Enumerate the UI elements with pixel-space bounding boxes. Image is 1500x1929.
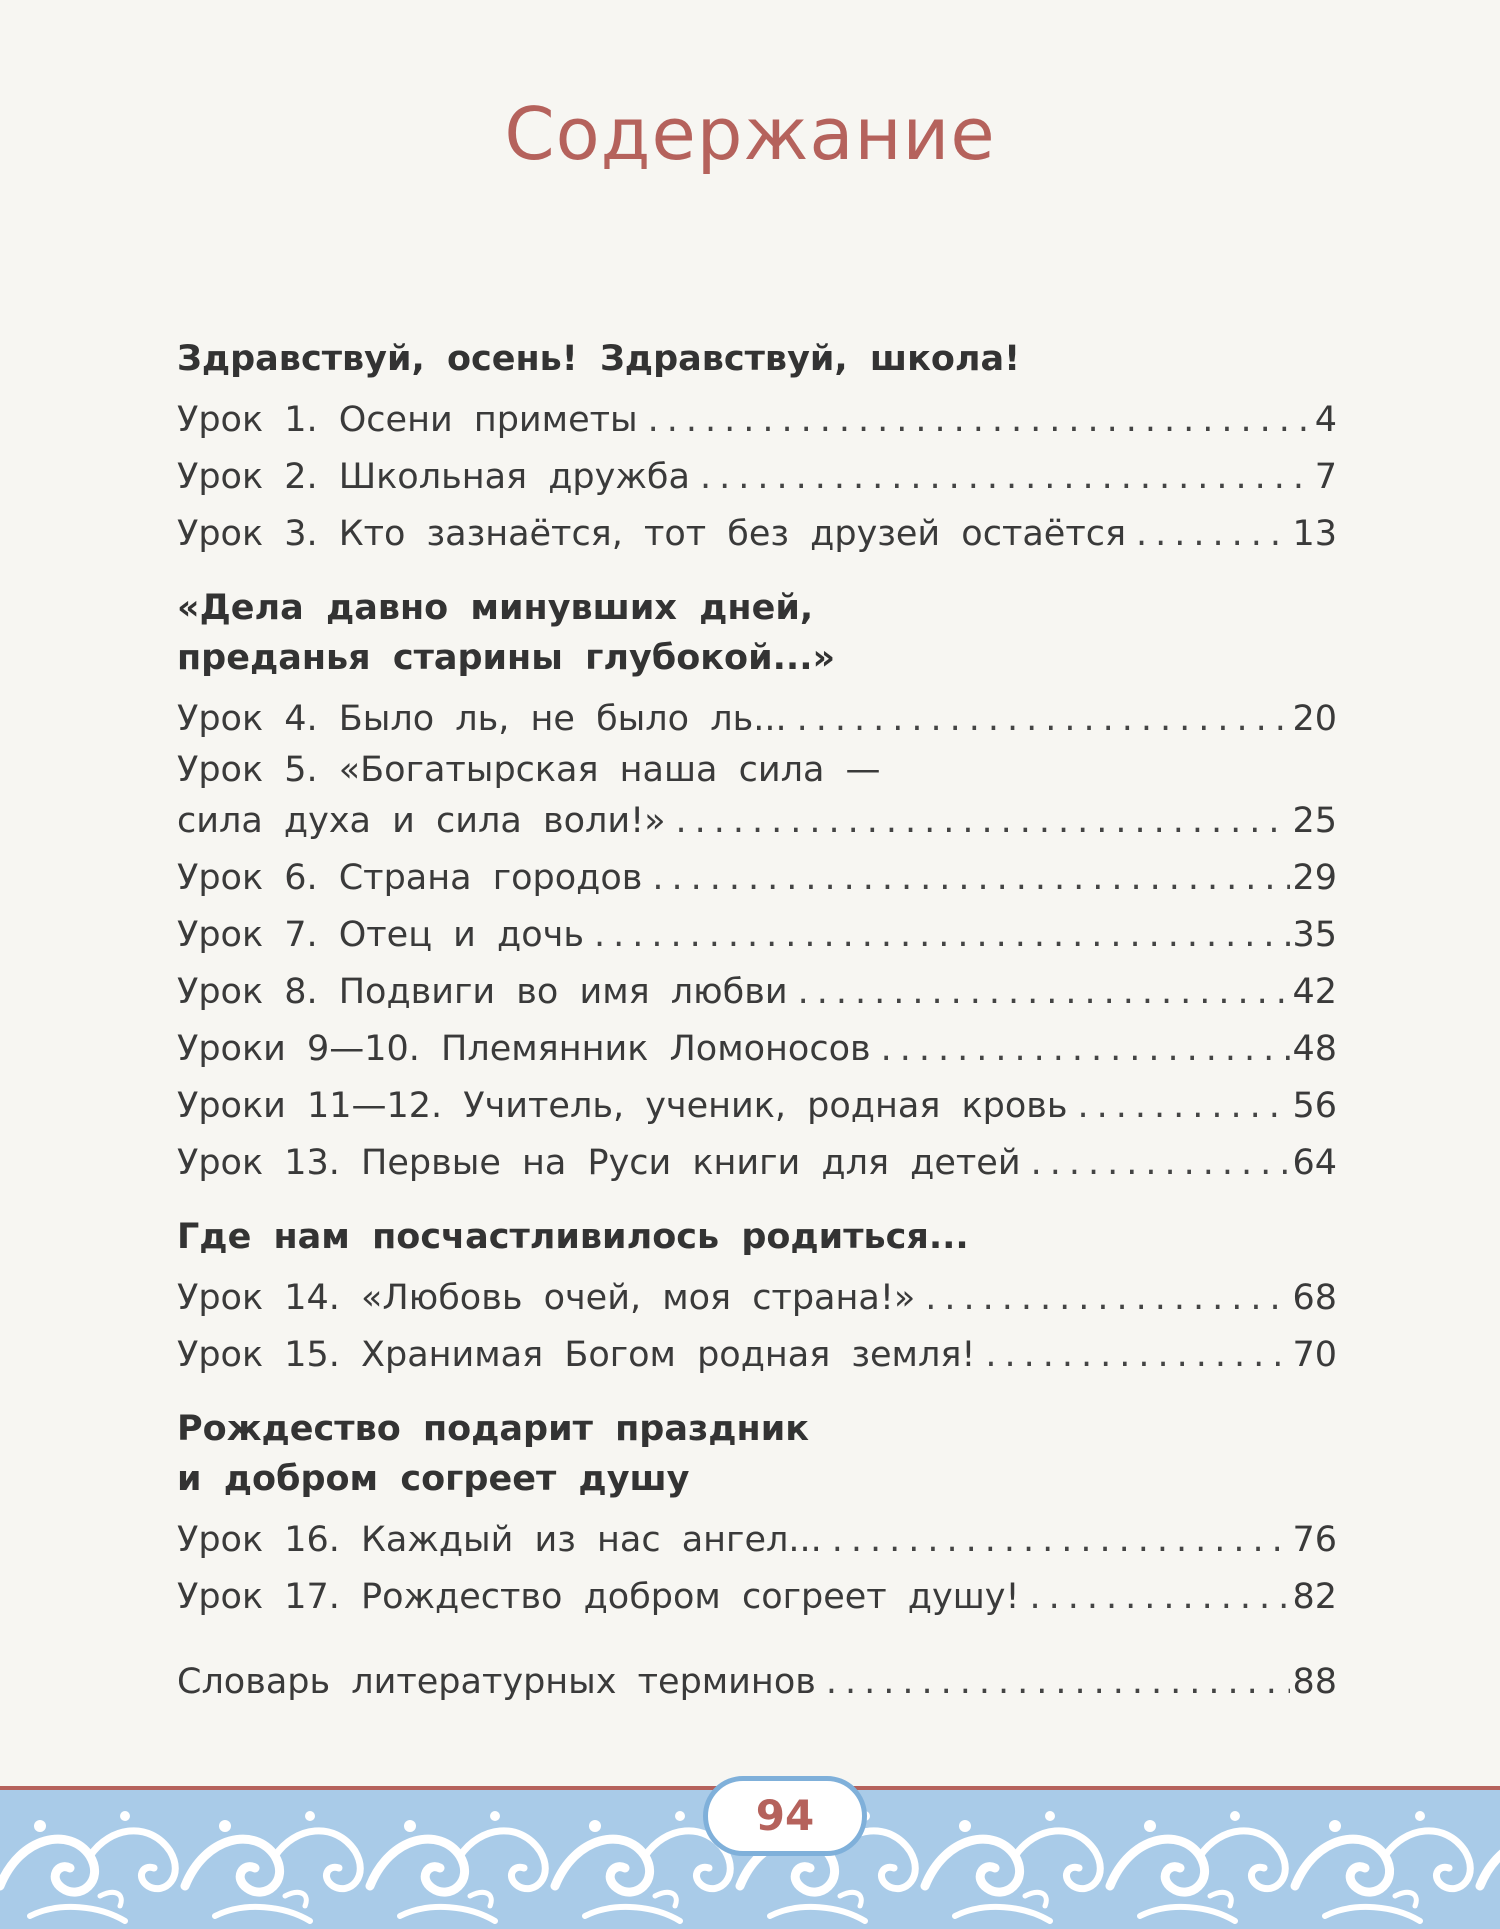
page-title: Содержание (504, 92, 996, 176)
section-title: «Дела давно минувших дней, (177, 588, 814, 628)
toc-entry-label: Урок 7. Отец и дочь (177, 915, 584, 955)
toc-entry-label: Словарь литературных терминов (177, 1662, 816, 1702)
toc-entry[interactable] (177, 901, 1337, 958)
toc-entry[interactable] (177, 1563, 1337, 1620)
dot-leader (797, 696, 1291, 742)
dot-leader (1031, 1140, 1291, 1186)
section-title: и добром согреет душу (177, 1459, 690, 1499)
toc-entry[interactable] (177, 742, 1337, 844)
dot-leader (700, 454, 1313, 500)
toc-page-number: 48 (1292, 1029, 1337, 1069)
toc-entry-label: Урок 3. Кто зазнаётся, тот без друзей остаётся (177, 514, 1127, 554)
toc-entry-label: Урок 13. Первые на Руси книги для детей (177, 1143, 1021, 1183)
toc-page-number: 56 (1292, 1086, 1337, 1126)
toc-page-number: 82 (1292, 1577, 1337, 1617)
dot-leader (798, 969, 1291, 1015)
toc-entry[interactable] (177, 1506, 1337, 1563)
page-number: 94 (703, 1776, 867, 1856)
toc-entry[interactable] (177, 1264, 1337, 1321)
dot-leader (1029, 1574, 1290, 1620)
toc-entry-label: сила духа и сила воли!» (177, 801, 666, 841)
toc-entry[interactable] (177, 844, 1337, 901)
toc-page-number: 35 (1292, 915, 1337, 955)
section-title: Рождество подарит праздник (177, 1409, 810, 1449)
toc-entry-label: Урок 8. Подвиги во имя любви (177, 972, 788, 1012)
section-title: преданья старины глубокой...» (177, 638, 836, 678)
toc-page-number: 68 (1292, 1278, 1337, 1318)
toc-entry-label: Уроки 11—12. Учитель, ученик, родная кровь (177, 1086, 1068, 1126)
toc-page-number: 76 (1292, 1520, 1337, 1560)
toc-page-number: 20 (1292, 699, 1337, 739)
toc-entry-label: Урок 17. Рождество добром согреет душу! (177, 1577, 1020, 1617)
toc-page-number: 29 (1292, 858, 1337, 898)
toc-section (177, 1406, 1337, 1620)
toc-entry-label: Урок 15. Хранимая Богом родная земля! (177, 1335, 976, 1375)
toc-entry[interactable] (177, 443, 1337, 500)
toc-page-number: 64 (1292, 1143, 1337, 1183)
toc-entry-label: Урок 4. Было ль, не было ль... (177, 699, 787, 739)
toc-entry[interactable] (177, 1015, 1337, 1072)
table-of-contents (177, 336, 1337, 1705)
toc-page-number: 13 (1292, 514, 1337, 554)
toc-entry-label: Уроки 9—10. Племянник Ломоносов (177, 1029, 871, 1069)
dot-leader (881, 1026, 1291, 1072)
toc-section (177, 585, 1337, 1186)
toc-entry[interactable] (177, 500, 1337, 557)
toc-entry[interactable] (177, 685, 1337, 742)
toc-entry[interactable] (177, 386, 1337, 443)
toc-entry-label: Урок 5. «Богатырская наша сила — (177, 750, 881, 790)
toc-entry-glossary[interactable] (177, 1648, 1337, 1705)
toc-page-number: 25 (1292, 801, 1337, 841)
dot-leader (826, 1659, 1291, 1705)
toc-section (177, 336, 1337, 557)
toc-page-number: 88 (1292, 1662, 1337, 1702)
toc-entry[interactable] (177, 1072, 1337, 1129)
dot-leader (1078, 1083, 1291, 1129)
toc-page-number: 42 (1292, 972, 1337, 1012)
toc-page-number: 70 (1292, 1335, 1337, 1375)
toc-page-number: 7 (1314, 457, 1337, 497)
toc-entry[interactable] (177, 1129, 1337, 1186)
dot-leader (648, 397, 1313, 443)
dot-leader (832, 1517, 1291, 1563)
section-title: Где нам посчастливилось родиться... (177, 1217, 969, 1257)
dot-leader (594, 912, 1291, 958)
toc-entry-label: Урок 1. Осени приметы (177, 400, 638, 440)
dot-leader (1136, 511, 1290, 557)
toc-entry-label: Урок 6. Страна городов (177, 858, 643, 898)
toc-page-number: 4 (1314, 400, 1337, 440)
dot-leader (925, 1275, 1290, 1321)
toc-entry-label: Урок 2. Школьная дружба (177, 457, 690, 497)
section-title: Здравствуй, осень! Здравствуй, школа! (177, 339, 1021, 379)
toc-entry-label: Урок 14. «Любовь очей, моя страна!» (177, 1278, 916, 1318)
toc-section (177, 1214, 1337, 1378)
toc-entry-label: Урок 16. Каждый из нас ангел... (177, 1520, 822, 1560)
dot-leader (676, 798, 1291, 844)
dot-leader (652, 855, 1290, 901)
toc-entry[interactable] (177, 1321, 1337, 1378)
toc-entry[interactable] (177, 958, 1337, 1015)
dot-leader (985, 1332, 1290, 1378)
